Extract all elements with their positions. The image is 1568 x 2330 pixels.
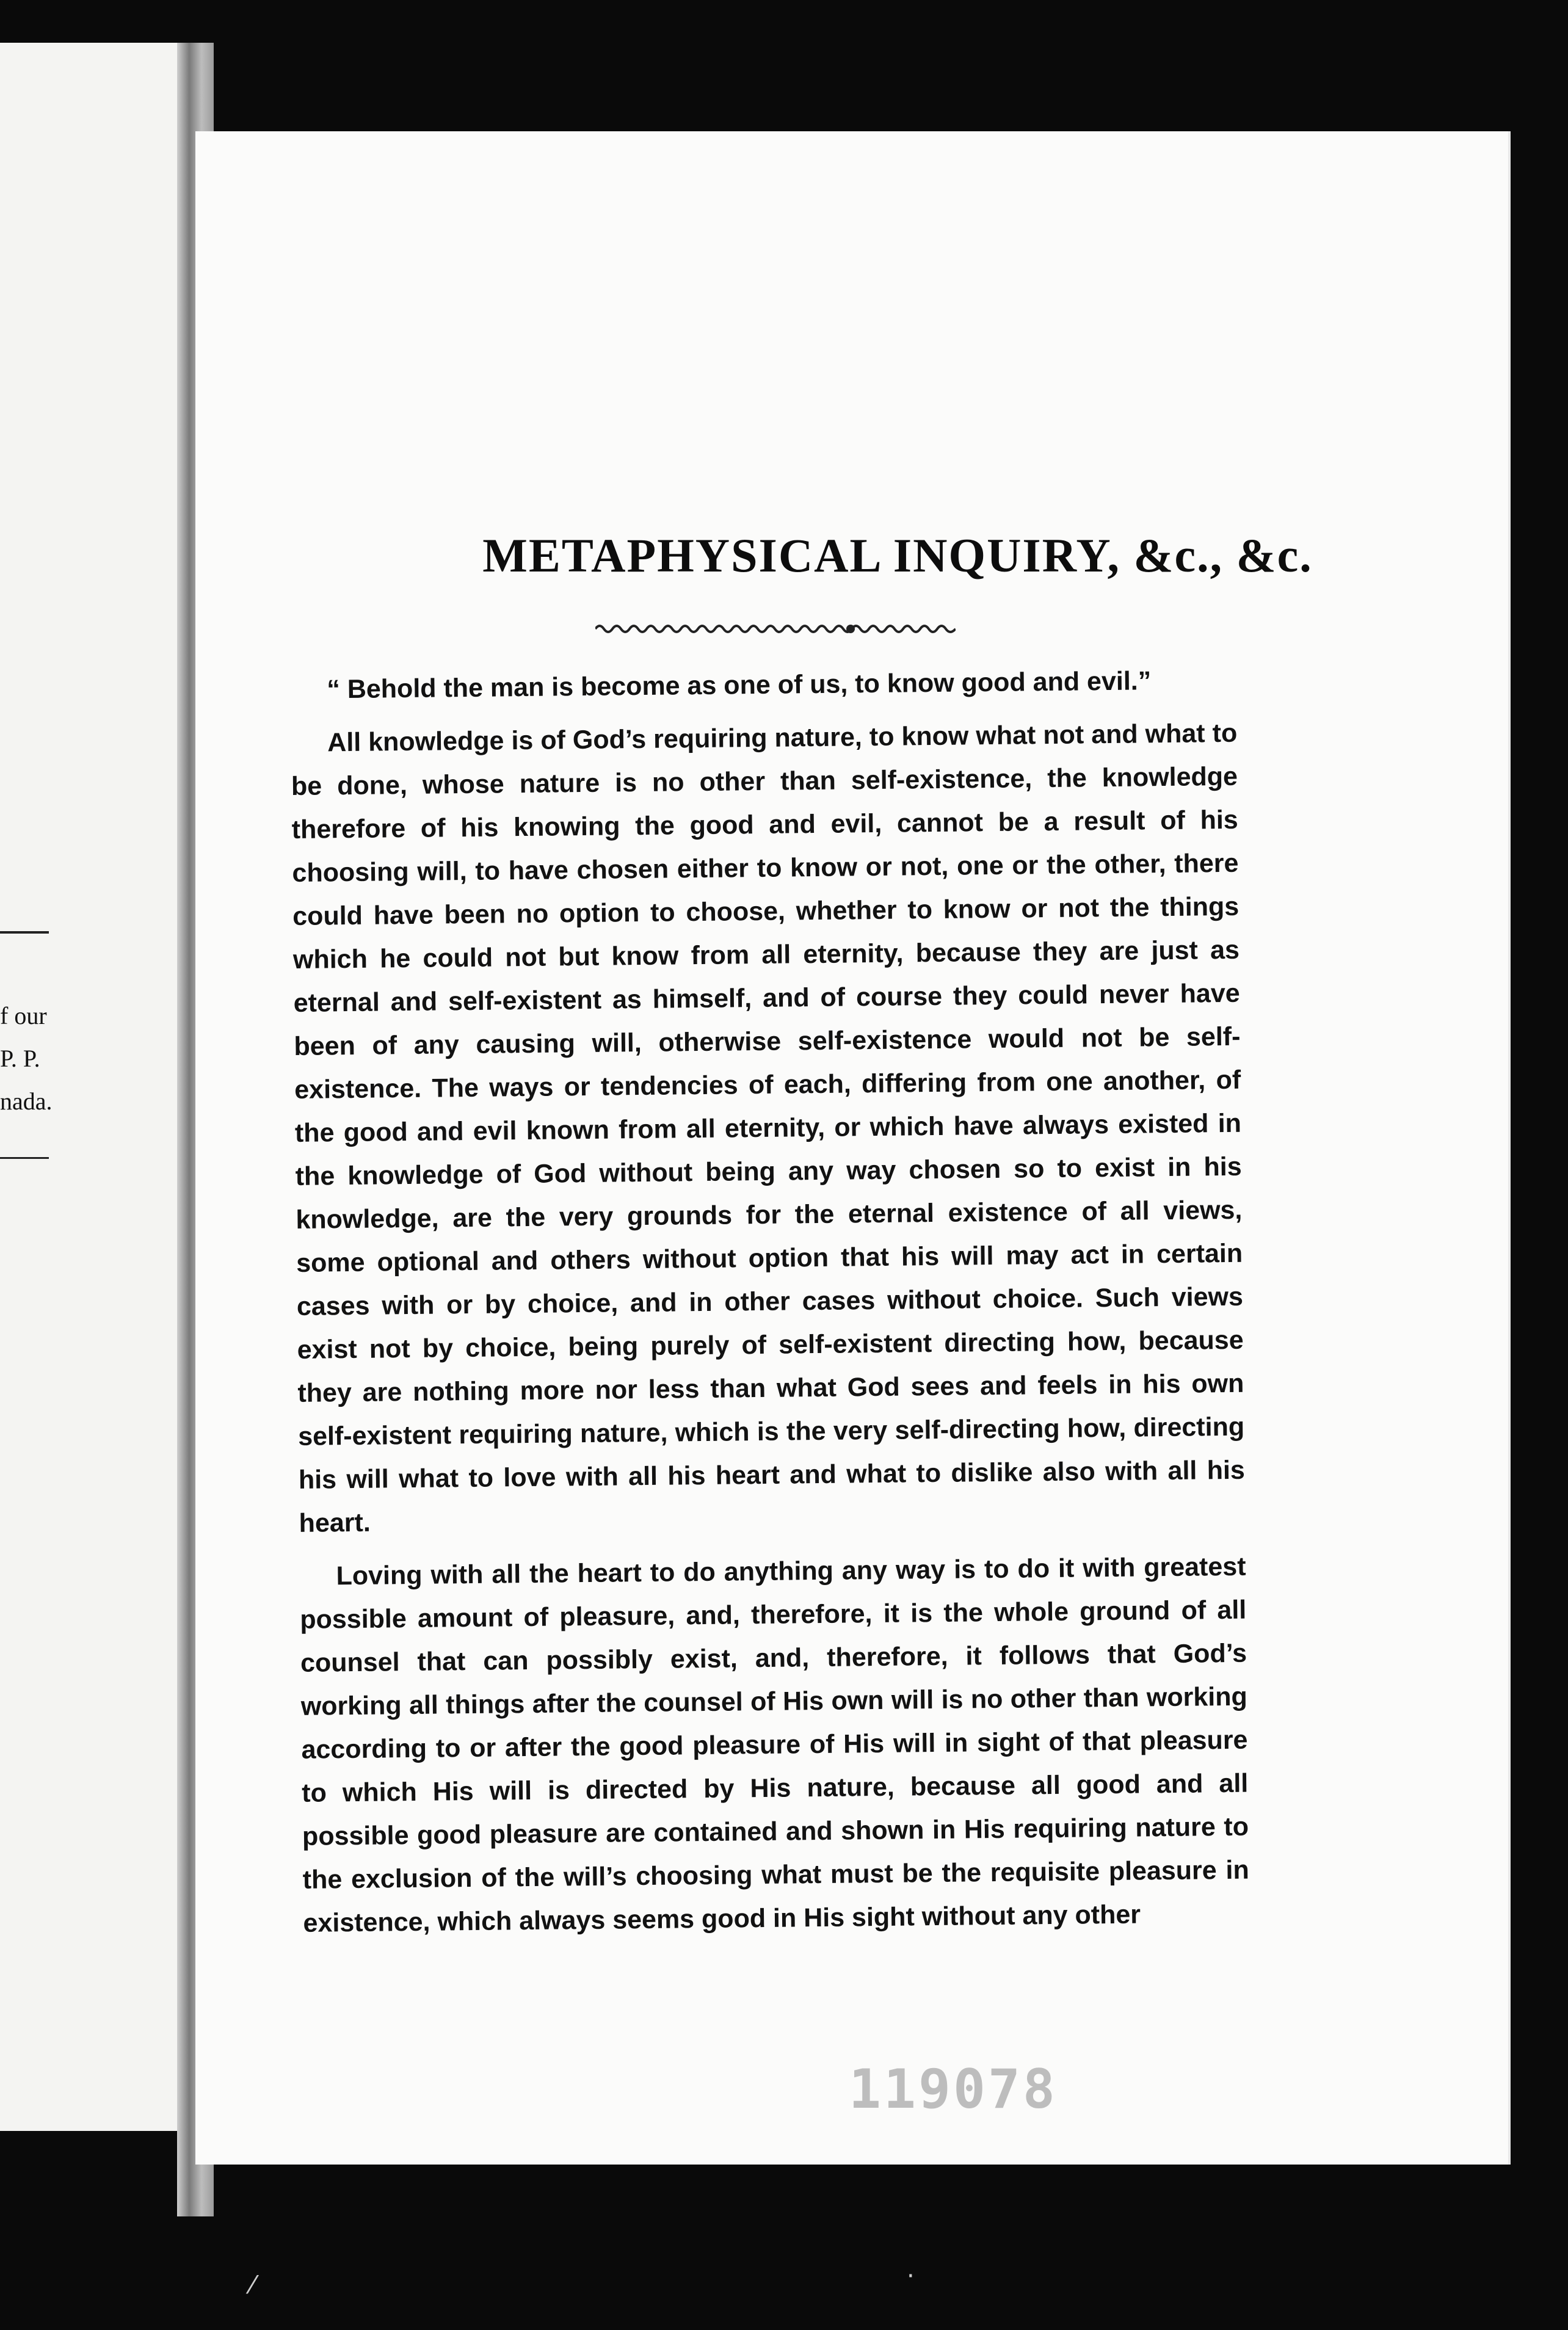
previous-page-rule-top: [0, 931, 49, 934]
scan-mark-center: ·: [907, 2262, 915, 2290]
body-text: [290, 659, 1250, 1955]
paragraph-1: All knowledge is of God’s requiring nature, to know what not and what to be done, whose nature is no other than self-existence, the knowledge therefore of his knowing the good and evil, cannot be a result of his choosing will, to have chosen either to know or not, one or the other, there could have been no option to choose, whether to know or not the things which he could not but know from all eternity, because they are just as eternal and self-existent as himself, and of course they could never have been of any causing will, otherwise self-existence would not be self-existence. The ways or tendencies of each, differing from one another, of the good and evil known from all eternity, or which have always existed in the knowledge of God without being any way chosen so to exist in his knowledge, are the very grounds for the eternal existence of all views, some optional and others without option that his will may act in certain cases with or by choice, and in other cases without choice. Such views exist not by choice, being purely of self-existent directing how, because they are nothing more nor less than what God sees and feels in his own self-existent requiring nature, which is the very self-directing how, directing his will what to love with all his heart and what to dislike also with all his heart.: [291, 718, 1246, 1538]
previous-page-edge: [0, 43, 201, 2131]
previous-page-line-3: nada.: [0, 1087, 53, 1115]
scan-mark-left: ⁄: [250, 2271, 255, 2299]
previous-page-line-2: P. P.: [0, 1045, 40, 1072]
epigraph: “ Behold the man is become as one of us, to know good and evil.”: [327, 666, 1152, 705]
page-title: METAPHYSICAL INQUIRY, &c., &c.: [482, 529, 1313, 582]
document-page: [195, 131, 1508, 2165]
catalog-stamp-number: 119078: [849, 2058, 1058, 2121]
previous-page-line-1: f our: [0, 1002, 47, 1029]
decorative-rule-ornament: [595, 620, 956, 638]
previous-page-rule-bottom: [0, 1157, 49, 1159]
paragraph-2: Loving with all the heart to do anything any way is to do it with greatest possible amount of pleasure, and, therefore, it is the whole ground of all counsel that can possibly exist, and, therefore, it follows that God’s working all things after the counsel of His own will is no other than working according to or after the good pleasure of His will in sight of that pleasure to which His will is directed by His nature, because all good and all possible good pleasure are contained and shown in His requiring nature to the exclusion of the will’s choosing what must be the requisite pleasure in existence, which always seems good in His sight without any other: [300, 1552, 1249, 1938]
